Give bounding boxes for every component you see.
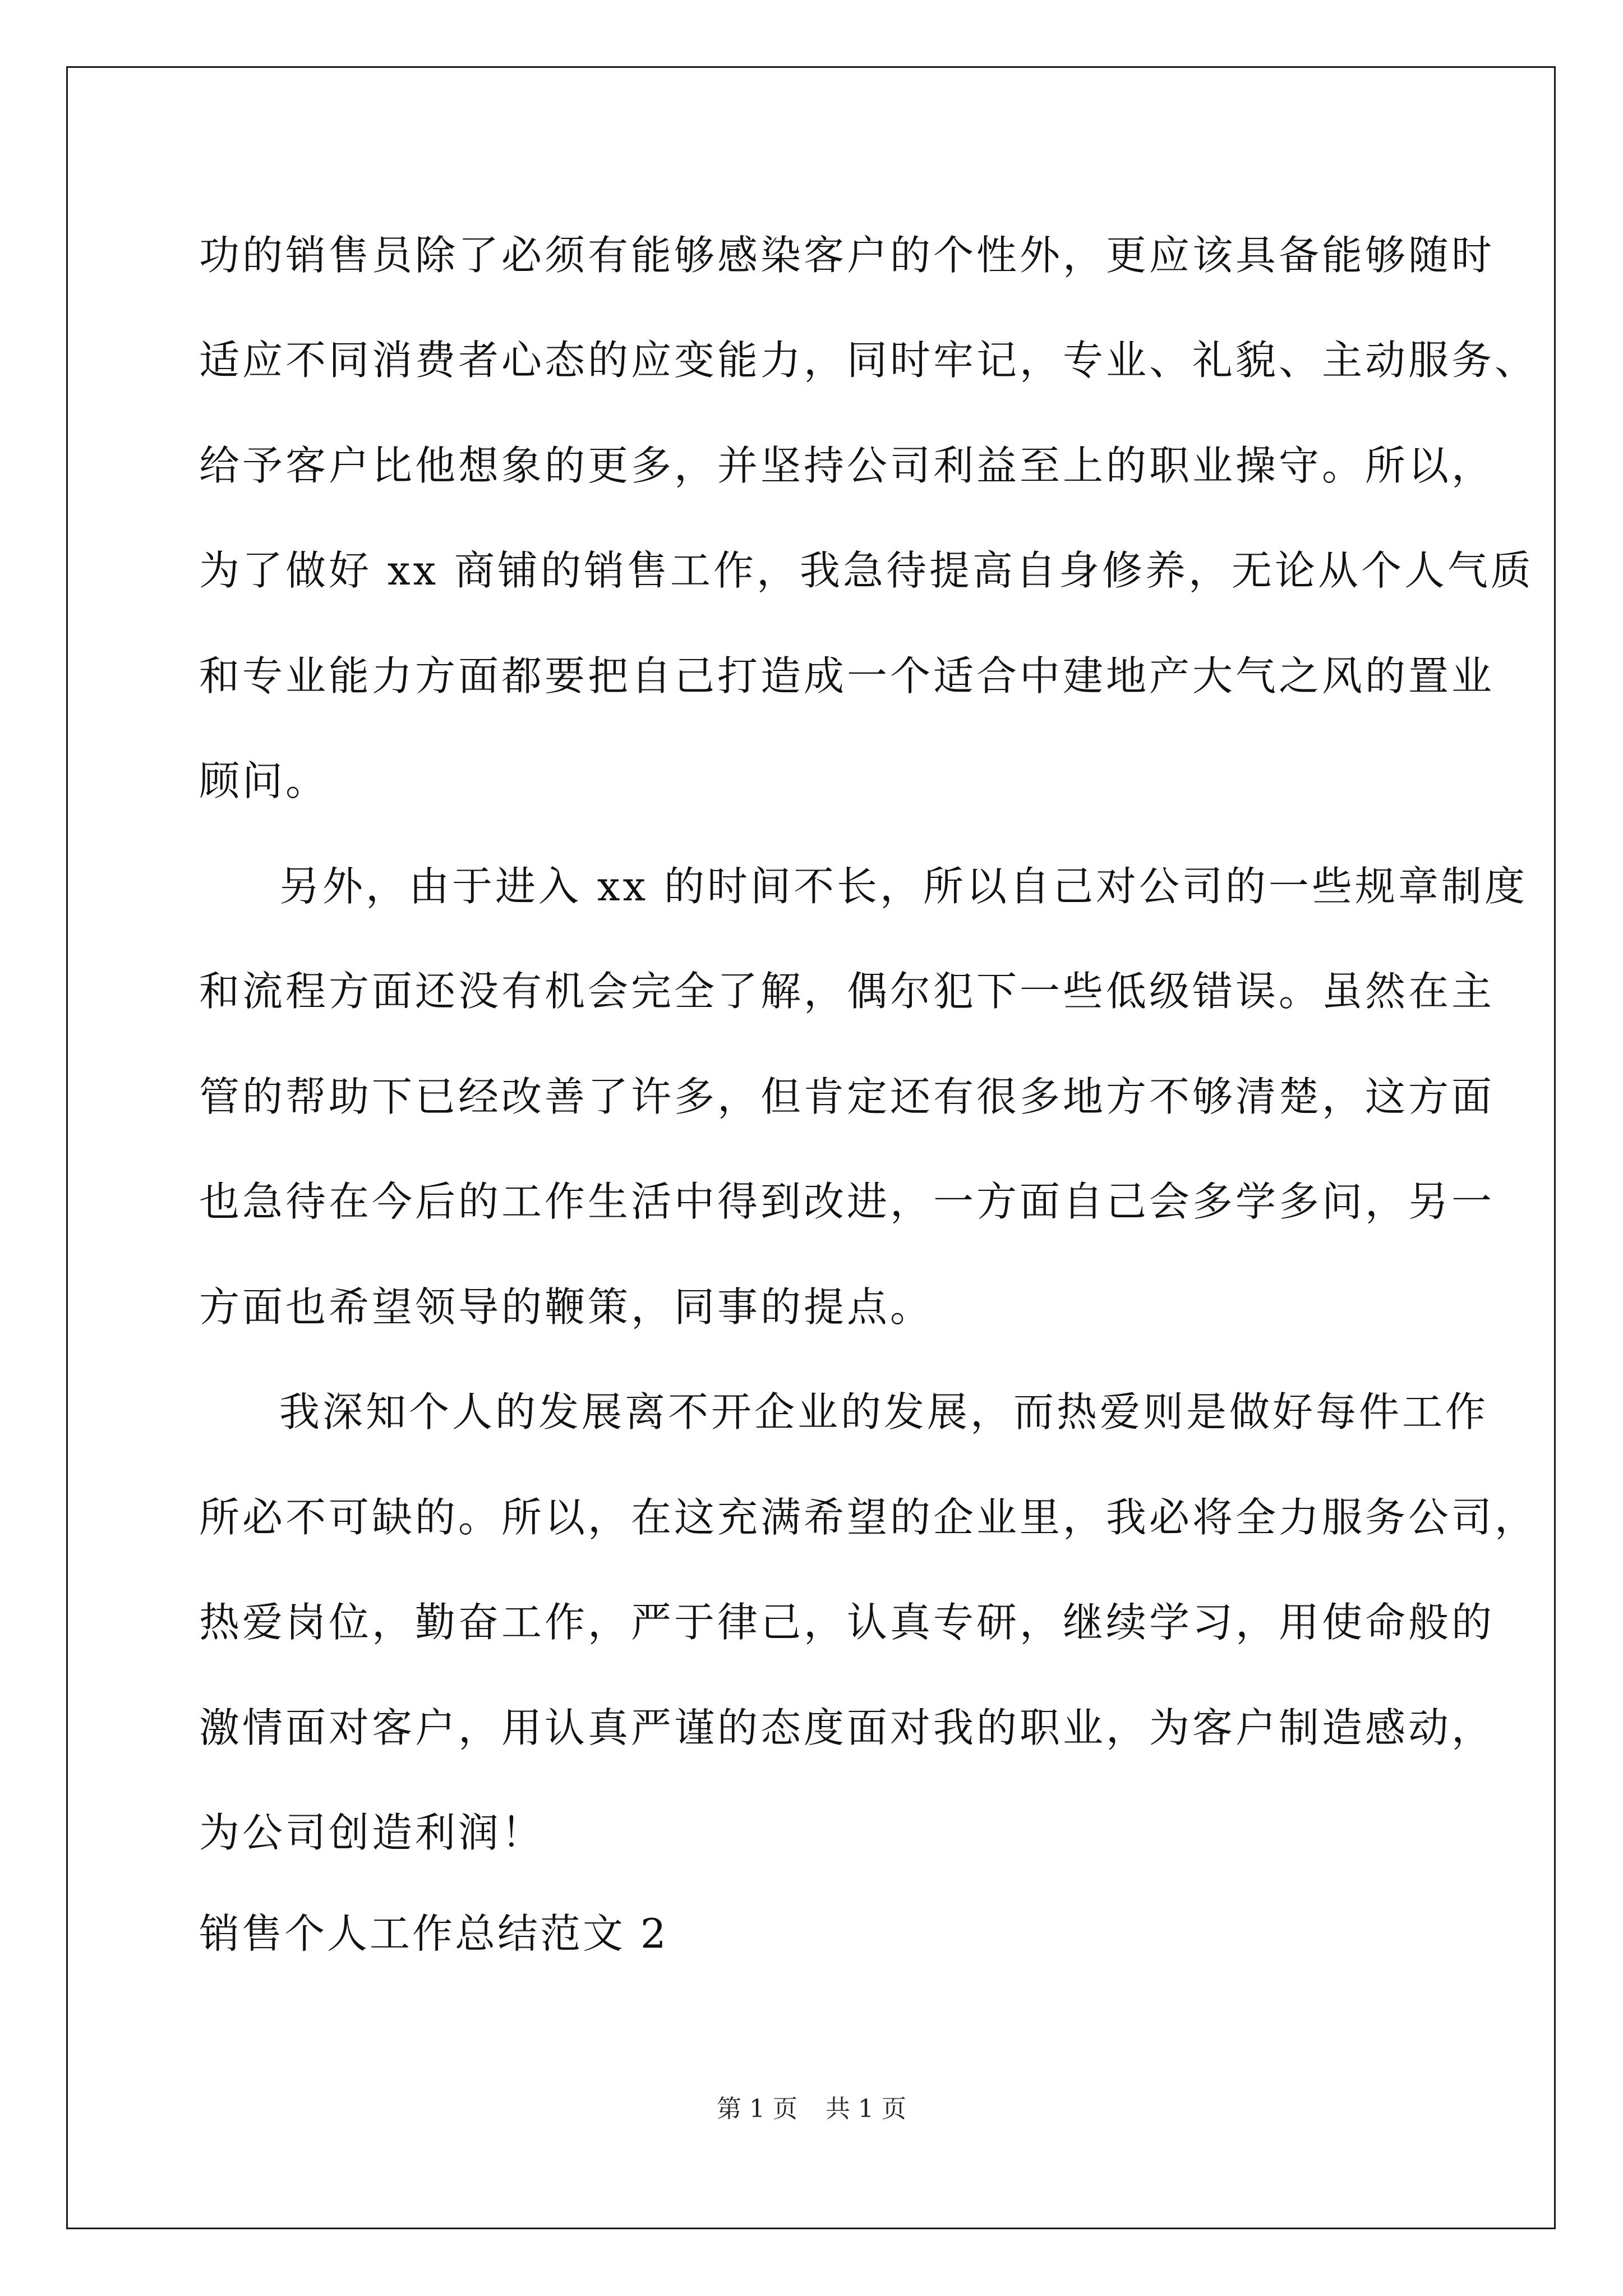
paragraph-1-line-2: 适应不同消费者心态的应变能力，同时牢记，专业、礼貌、主动服务、 [199, 337, 1538, 384]
paragraph-2-line-1: 另外，由于进入 xx 的时间不长，所以自己对公司的一些规章制度 [279, 863, 1528, 910]
page-footer [0, 2092, 1623, 2126]
paragraph-1-line-1: 功的销售员除了必须有能够感染客户的个性外，更应该具备能够随时 [199, 232, 1495, 279]
paragraph-2-line-5: 方面也希望领导的鞭策，同事的提点。 [199, 1283, 934, 1331]
paragraph-3-line-5: 为公司创造利润！ [199, 1809, 545, 1856]
paragraph-2-line-2: 和流程方面还没有机会完全了解，偶尔犯下一些低级错误。虽然在主 [199, 968, 1495, 1015]
page-number-current: 第 1 页 [717, 2095, 797, 2123]
paragraph-1-line-5: 和专业能力方面都要把自己打造成一个适合中建地产大气之风的置业 [199, 652, 1495, 700]
paragraph-1-line-4: 为了做好 xx 商铺的销售工作，我急待提高自身修养，无论从个人气质 [199, 547, 1534, 594]
paragraph-3-line-2: 所必不可缺的。所以，在这充满希望的企业里，我必将全力服务公司， [199, 1494, 1538, 1541]
paragraph-2-line-3: 管的帮助下已经改善了许多，但肯定还有很多地方不够清楚，这方面 [199, 1073, 1495, 1120]
paragraph-1-line-6: 顾问。 [199, 757, 329, 804]
page-number-total: 共 1 页 [826, 2095, 906, 2123]
paragraph-3-line-3: 热爱岗位，勤奋工作，严于律己，认真专研，继续学习，用使命般的 [199, 1599, 1495, 1646]
paragraph-3-line-4: 激情面对客户，用认真严谨的态度面对我的职业，为客户制造感动， [199, 1704, 1495, 1751]
paragraph-3-line-1: 我深知个人的发展离不开企业的发展，而热爱则是做好每件工作 [279, 1388, 1489, 1435]
page-border [66, 66, 1556, 2229]
paragraph-2-line-4: 也急待在今后的工作生活中得到改进，一方面自己会多学多问，另一 [199, 1178, 1495, 1225]
section-heading: 销售个人工作总结范文 2 [199, 1910, 668, 1957]
paragraph-1-line-3: 给予客户比他想象的更多，并坚持公司利益至上的职业操守。所以， [199, 442, 1495, 489]
